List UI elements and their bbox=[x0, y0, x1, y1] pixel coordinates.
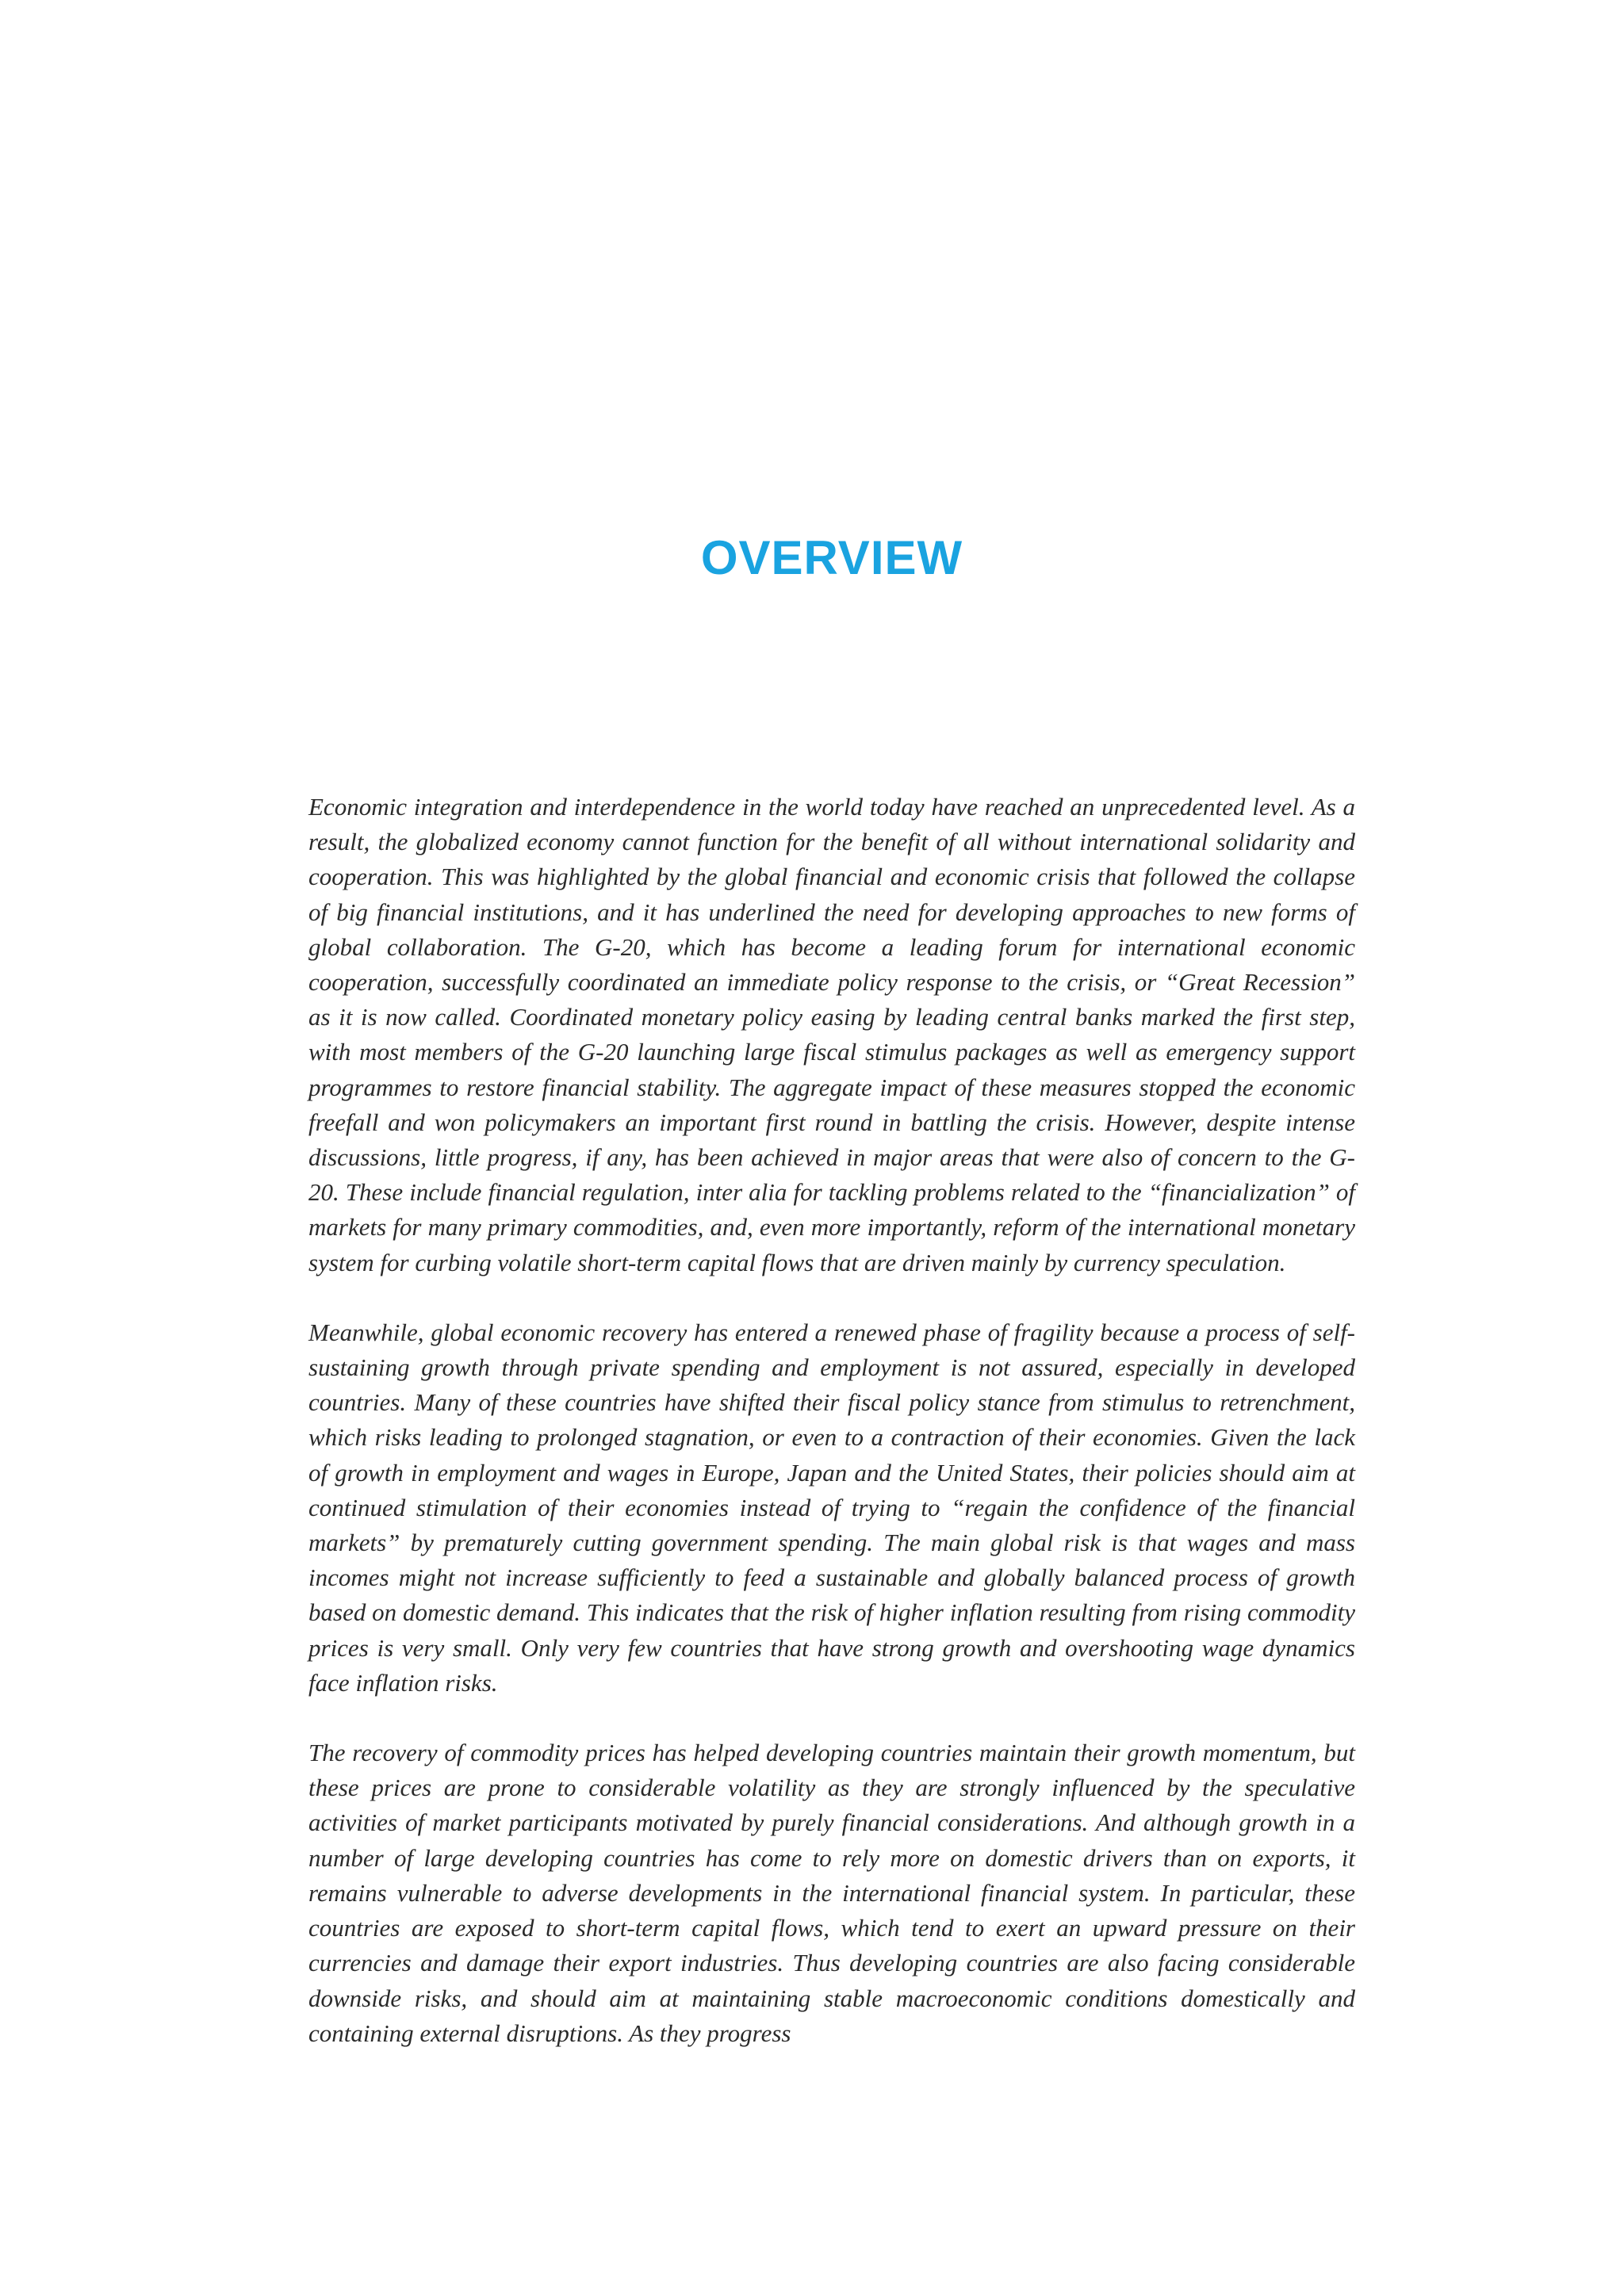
paragraph-1: Economic integration and interdependence in the world today have reached an unprecedented level. As a result, the globalized economy cannot function for the benefit of all without international solidarity and cooperation. This was highlighted by the global financial and economic crisis that followed the collapse of big financial institutions, and it has underlined the need for developing approaches to new forms of global collaboration. The G-20, which has become a leading forum for international economic cooperation, successfully coordinated an immediate policy response to the crisis, or “Great Recession” as it is now called. Coordinated monetary policy easing by leading central banks marked the first step, with most members of the G-20 launching large fiscal stimulus packages as well as emergency support programmes to restore financial stability. The aggregate impact of these measures stopped the economic freefall and won policymakers an important first round in battling the crisis. However, despite intense discussions, little progress, if any, has been achieved in major areas that were also of concern to the G-20. These include financial regulation, inter alia for tackling problems related to the “financialization” of markets for many primary commodities, and, even more importantly, reform of the international monetary system for curbing volatile short-term capital flows that are driven mainly by currency speculation. bbox=[308, 793, 1355, 1276]
paragraph-2: Meanwhile, global economic recovery has entered a renewed phase of fragility because a process of self-sustaining growth through private spending and employment is not assured, especially in developed countries. Many of these countries have shifted their fiscal policy stance from stimulus to retrenchment, which risks leading to prolonged stagnation, or even to a contraction of their economies. Given the lack of growth in employment and wages in Europe, Japan and the United States, their policies should aim at continued stimulation of their economies instead of trying to “regain the confidence of the financial markets” by prematurely cutting government spending. The main global risk is that wages and mass incomes might not increase sufficiently to feed a sustainable and globally balanced process of growth based on domestic demand. This indicates that the risk of higher inflation resulting from rising commodity prices is very small. Only very few countries that have strong growth and overshooting wage dynamics face inflation risks. bbox=[308, 1318, 1355, 1697]
paragraph-3: The recovery of commodity prices has helped developing countries maintain their growth momentum, but these prices are prone to considerable volatility as they are strongly influenced by the speculative activities of market participants motivated by purely financial considerations. And although growth in a number of large developing countries has come to rely more on domestic drivers than on exports, it remains vulnerable to adverse developments in the international financial system. In particular, these countries are exposed to short-term capital flows, which tend to exert an upward pressure on their currencies and damage their export industries. Thus developing countries are also facing considerable downside risks, and should aim at maintaining stable macroeconomic conditions domestically and containing external disruptions. As they progress bbox=[308, 1739, 1355, 2047]
page-title: OVERVIEW bbox=[700, 531, 963, 584]
body-text bbox=[308, 790, 1355, 2086]
